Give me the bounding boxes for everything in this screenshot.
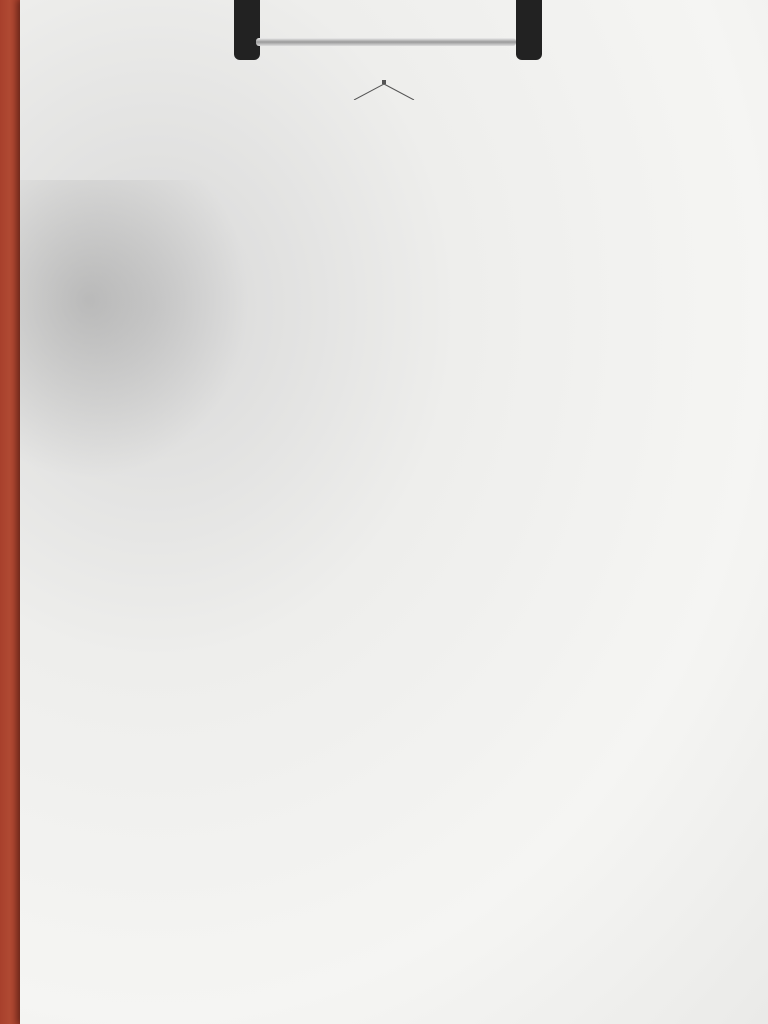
theatre-roof-icon <box>344 80 424 100</box>
menu-sheet <box>20 0 768 1024</box>
clip-left-arm <box>234 0 260 60</box>
clip-bar <box>256 38 516 46</box>
shadow <box>20 180 250 480</box>
clip-right-arm <box>516 0 542 60</box>
logo <box>0 80 768 100</box>
